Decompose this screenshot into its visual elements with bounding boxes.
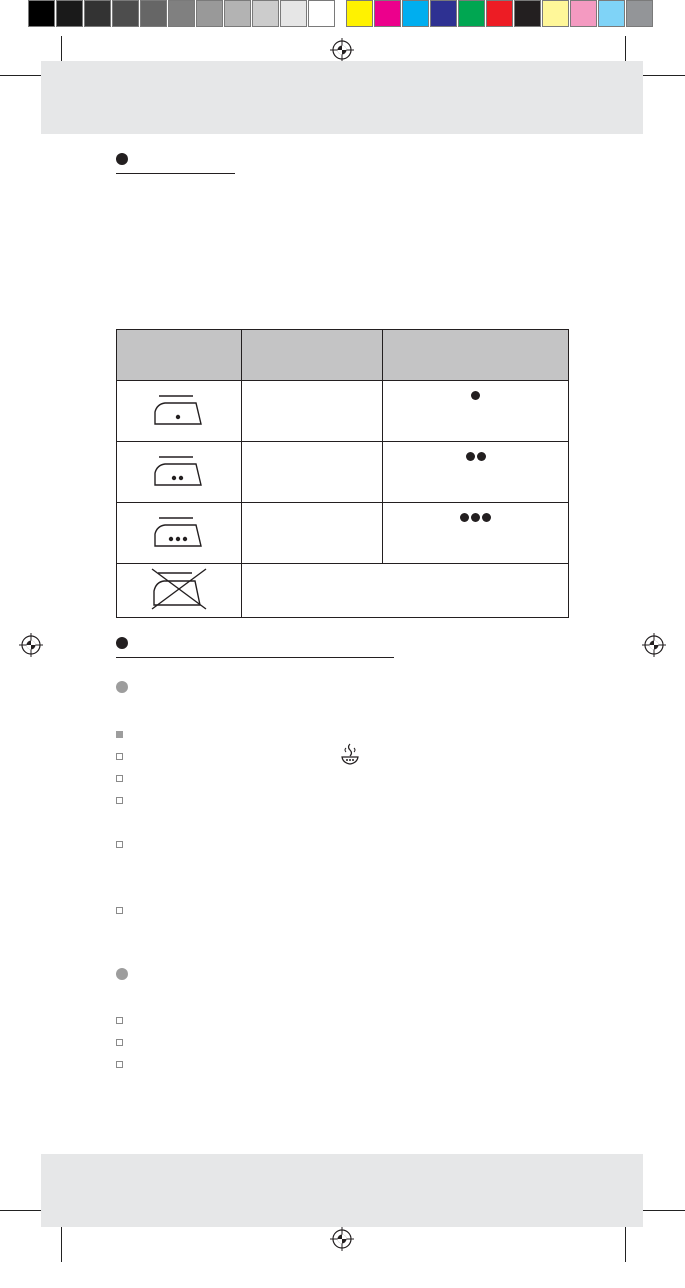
subsection-bullet bbox=[116, 968, 128, 980]
footer-band bbox=[41, 1154, 643, 1227]
color-swatch bbox=[56, 0, 83, 27]
do-not-iron-icon bbox=[117, 564, 242, 618]
crop-mark bbox=[61, 1222, 62, 1262]
dot bbox=[482, 513, 491, 522]
color-swatch bbox=[598, 0, 625, 27]
ironing-table bbox=[116, 329, 569, 618]
crop-mark bbox=[0, 1210, 44, 1211]
color-swatch bbox=[308, 0, 335, 27]
dot bbox=[466, 452, 475, 461]
table-row bbox=[117, 503, 569, 564]
checkbox-marker bbox=[116, 1039, 123, 1046]
color-swatch bbox=[28, 0, 55, 27]
subsection-bullet bbox=[116, 681, 128, 693]
checkbox-marker bbox=[116, 797, 123, 804]
color-swatch bbox=[458, 0, 485, 27]
color-swatch bbox=[140, 0, 167, 27]
crop-mark bbox=[0, 75, 44, 76]
color-bar-left bbox=[28, 0, 336, 29]
checkbox-marker bbox=[116, 1017, 123, 1024]
crop-mark bbox=[640, 1210, 685, 1211]
checkbox-marker bbox=[116, 775, 123, 782]
crop-mark bbox=[640, 75, 685, 76]
section-heading-rule bbox=[116, 173, 235, 174]
table-cell bbox=[242, 442, 383, 503]
color-swatch bbox=[280, 0, 307, 27]
color-swatch bbox=[570, 0, 597, 27]
color-swatch bbox=[514, 0, 541, 27]
color-swatch bbox=[626, 0, 653, 27]
color-swatch bbox=[542, 0, 569, 27]
color-swatch bbox=[252, 0, 279, 27]
color-swatch bbox=[112, 0, 139, 27]
checkbox-marker bbox=[116, 907, 123, 914]
dots-cell bbox=[383, 381, 569, 442]
dot bbox=[471, 513, 480, 522]
color-bar-right bbox=[346, 0, 654, 29]
color-swatch bbox=[84, 0, 111, 27]
dots-cell bbox=[383, 503, 569, 564]
header-band bbox=[41, 61, 643, 134]
color-swatch bbox=[196, 0, 223, 27]
list-marker bbox=[116, 731, 123, 738]
checkbox-marker bbox=[116, 753, 123, 760]
table-row bbox=[117, 442, 569, 503]
dot bbox=[460, 513, 469, 522]
dot bbox=[471, 391, 480, 400]
steam-symbol-icon bbox=[340, 742, 360, 766]
registration-mark-icon bbox=[330, 38, 354, 62]
table-header-cell bbox=[242, 330, 383, 381]
dots-cell bbox=[383, 442, 569, 503]
table-row bbox=[117, 381, 569, 442]
color-swatch bbox=[430, 0, 457, 27]
section-bullet bbox=[116, 637, 128, 649]
section-heading-rule bbox=[116, 657, 394, 658]
dot bbox=[477, 452, 486, 461]
table-header-cell bbox=[383, 330, 569, 381]
iron-one-dot-icon bbox=[117, 381, 242, 442]
registration-mark-icon bbox=[19, 633, 43, 657]
table-cell bbox=[242, 503, 383, 564]
table-header-row bbox=[117, 330, 569, 381]
section-bullet bbox=[116, 153, 128, 165]
color-swatch bbox=[374, 0, 401, 27]
checkbox-marker bbox=[116, 1061, 123, 1068]
crop-mark bbox=[625, 1222, 626, 1262]
color-swatch bbox=[168, 0, 195, 27]
table-cell bbox=[242, 381, 383, 442]
color-swatch bbox=[346, 0, 373, 27]
registration-mark-icon bbox=[642, 633, 666, 657]
checkbox-marker bbox=[116, 841, 123, 848]
iron-three-dots-icon bbox=[117, 503, 242, 564]
table-header-cell bbox=[117, 330, 242, 381]
iron-two-dots-icon bbox=[117, 442, 242, 503]
color-swatch bbox=[402, 0, 429, 27]
table-cell bbox=[242, 564, 569, 618]
color-swatch bbox=[224, 0, 251, 27]
color-swatch bbox=[486, 0, 513, 27]
table-row bbox=[117, 564, 569, 618]
registration-mark-icon bbox=[330, 1227, 354, 1251]
